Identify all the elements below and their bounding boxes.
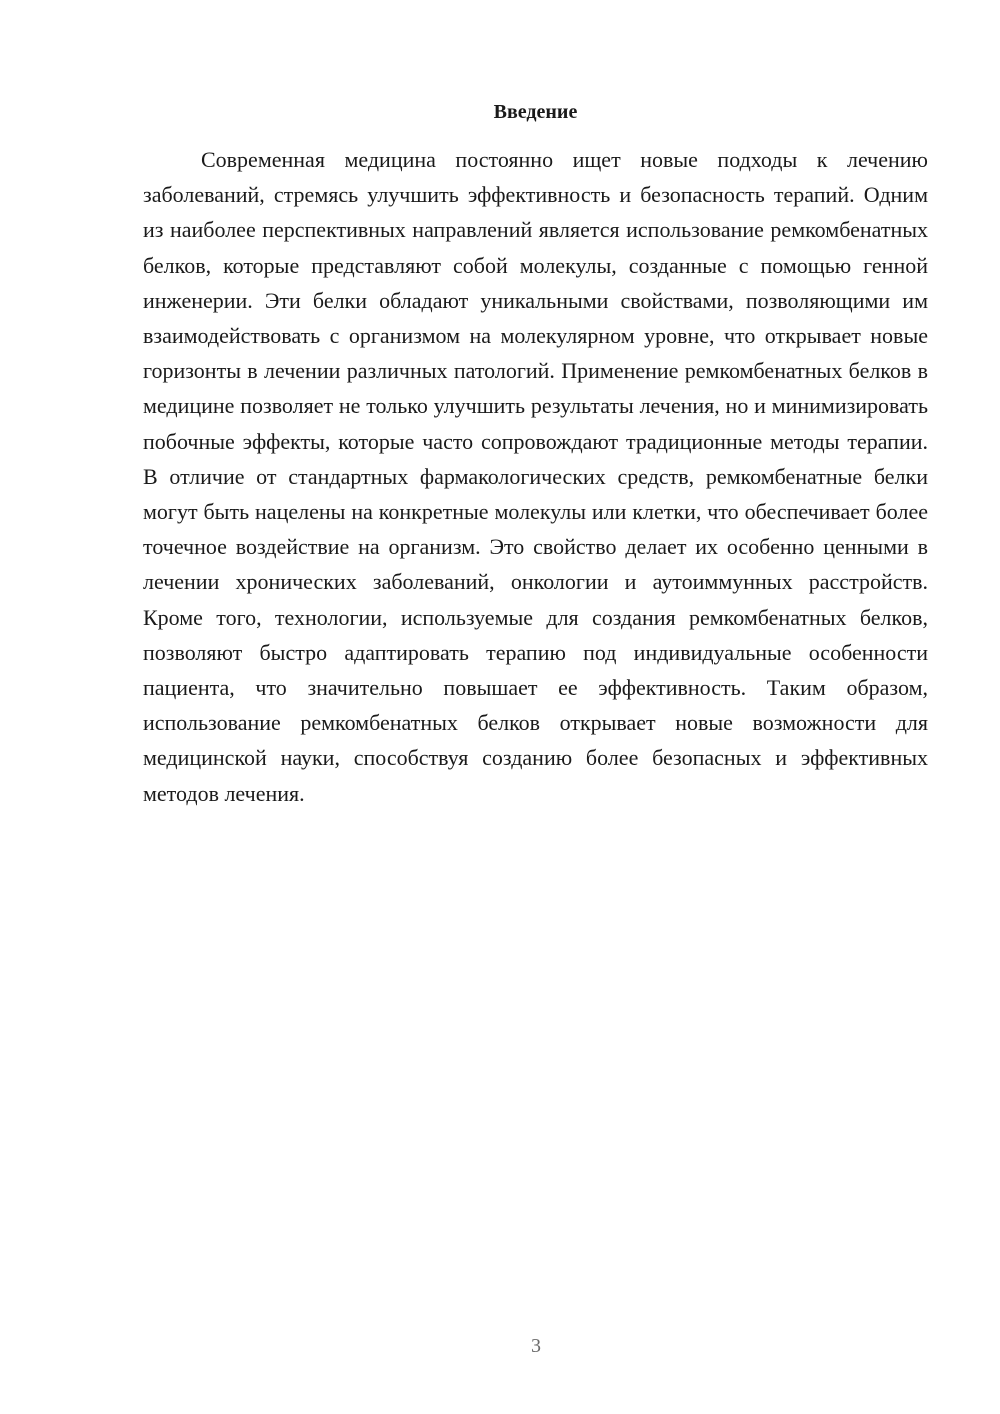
page-number: 3 [531,1335,541,1357]
body-paragraph: Современная медицина постоянно ищет новые подходы к лечению заболеваний, стремясь улучшить эффективность и безопасность терапий. Одним из наиболее перспективных направлений является использование ремкомбенатных белков, которые представляют собой молекулы, созданные с помощью генной инженерии. Эти белки обладают уникальными свойствами, позволяющими им взаимодействовать с организмом на молекулярном уровне, что открывает новые горизонты в лечении различных патологий. Применение ремкомбенатных белков в медицине позволяет не только улучшить результаты лечения, но и минимизировать побочные эффекты, которые часто сопровождают традиционные методы терапии. В отличие от стандартных фармакологических средств, ремкомбенатные белки могут быть нацелены на конкретные молекулы или клетки, что обеспечивает более точечное воздействие на организм. Это свойство делает их особенно ценными в лечении хронических заболеваний, онкологии и аутоиммунных расстройств. Кроме того, технологии, используемые для создания ремкомбенатных белков, позволяют быстро адаптировать терапию под индивидуальные особенности пациента, что значительно повышает ее эффективность. Таким образом, использование ремкомбенатных белков открывает новые возможности для медицинской науки, способствуя созданию более безопасных и эффективных методов лечения. [143,147,928,806]
section-title: Введение [493,101,578,123]
